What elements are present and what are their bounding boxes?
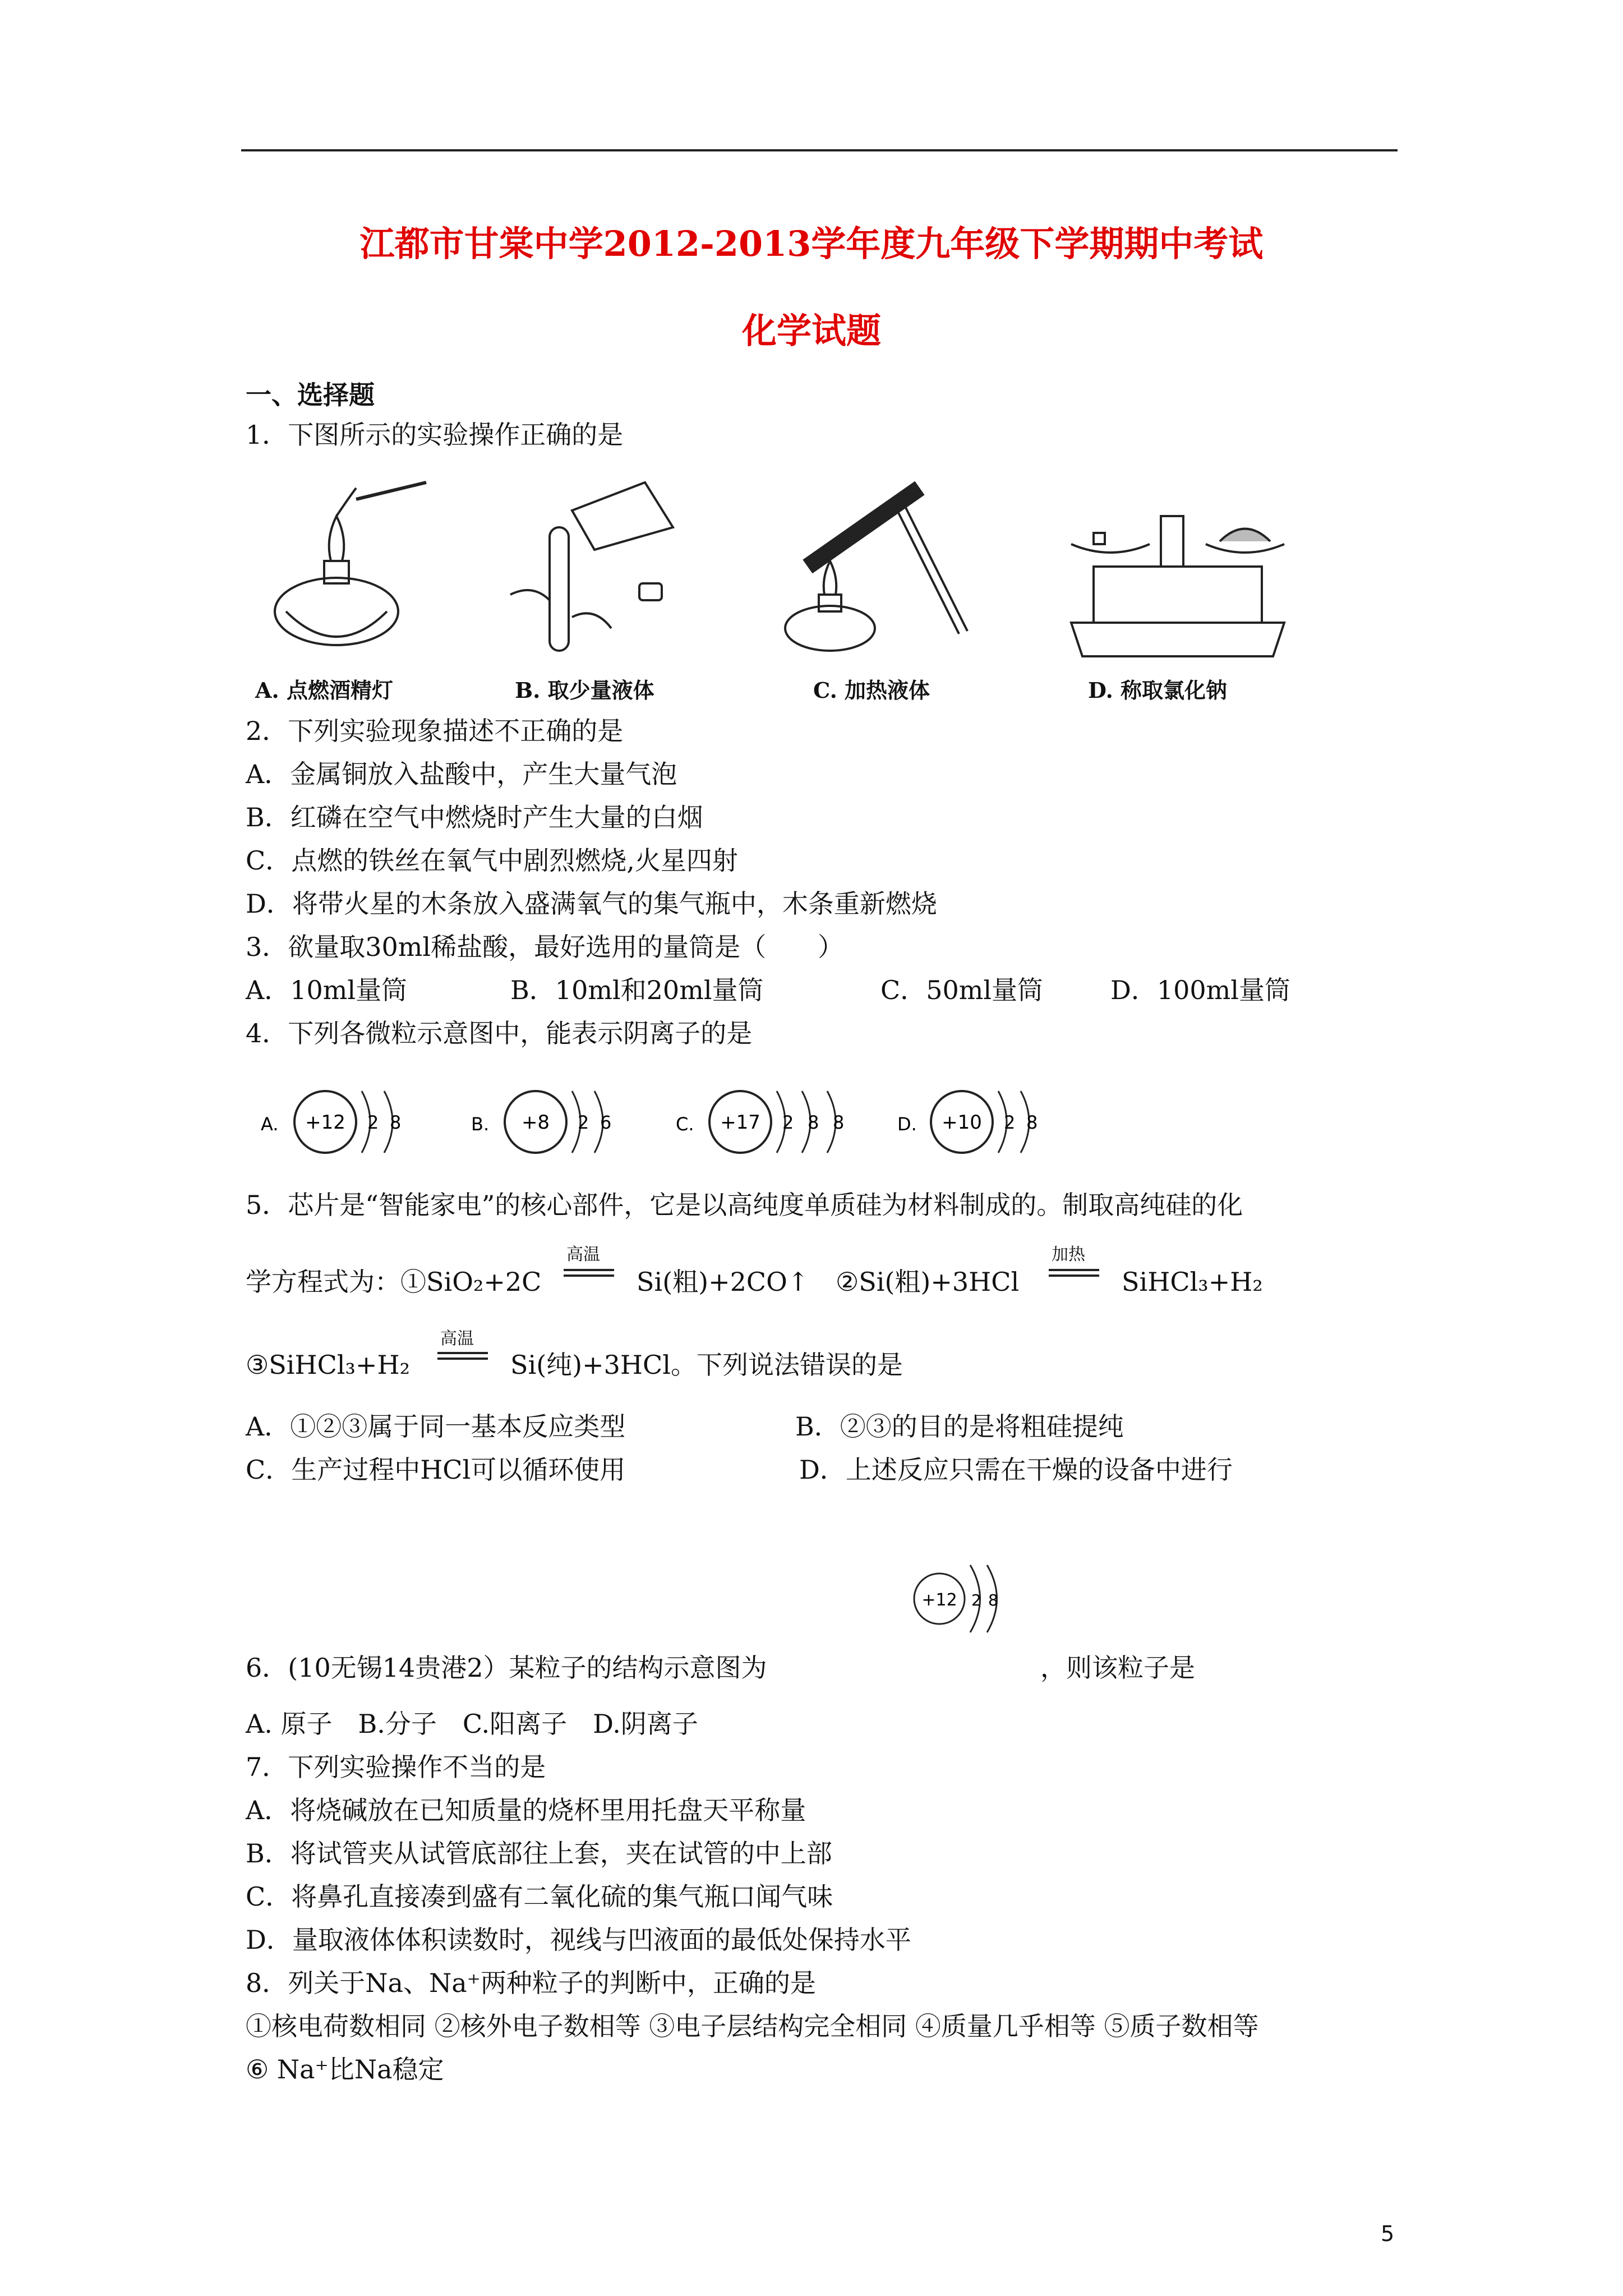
q4-atom-c: [670, 1077, 872, 1167]
balance-weighing-illustration: [1060, 482, 1295, 662]
svg-text:6: 6: [600, 1112, 612, 1133]
q2-option-a: A．金属铜放入盐酸中，产生大量气泡: [246, 759, 677, 789]
q6-options: A. 原子 B.分子 C.阳离子 D.阴离子: [246, 1709, 698, 1739]
q5-eq-bar-2b: [1049, 1274, 1099, 1277]
svg-text:8: 8: [390, 1112, 402, 1133]
q5-eq2-lhs: ②Si(粗)+3HCl: [836, 1267, 1020, 1297]
q4-stem: 4．下列各微粒示意图中，能表示阴离子的是: [246, 1018, 753, 1048]
q8-stem: 8．列关于Na、Na⁺两种粒子的判断中，正确的是: [246, 1968, 816, 1998]
svg-text:8: 8: [988, 1591, 998, 1609]
q5-option-a: A．①②③属于同一基本反应类型: [246, 1411, 626, 1442]
svg-text:C.: C.: [676, 1114, 694, 1135]
q5-eq2-rhs: SiHCl₃+H₂: [1122, 1267, 1263, 1297]
q7-stem: 7．下列实验操作不当的是: [246, 1752, 546, 1782]
q5-eq-bar-1b: [564, 1274, 614, 1277]
q5-eq-bar-2a: [1049, 1269, 1099, 1271]
svg-text:2: 2: [782, 1112, 794, 1133]
q5-stem: 5．芯片是“智能家电”的核心部件，它是以高纯度单质硅为材料制成的。制取高纯硅的化: [246, 1190, 1243, 1220]
alcohol-lamp-lighting-illustration: [264, 477, 432, 656]
q3-stem: 3．欲量取30ml稀盐酸，最好选用的量筒是（ ）: [246, 932, 844, 962]
q1-caption-c: C. 加热液体: [813, 678, 930, 703]
q5-cond-high-2: 高温: [440, 1329, 474, 1349]
svg-text:B.: B.: [471, 1114, 490, 1135]
q2-option-d: D．将带火星的木条放入盛满氧气的集气瓶中，木条重新燃烧: [246, 889, 937, 919]
q7-option-d: D．量取液体体积读数时，视线与凹液面的最低处保持水平: [246, 1925, 911, 1955]
q6-ion-diagram: [909, 1554, 1032, 1638]
svg-text:2: 2: [971, 1591, 981, 1609]
q1-caption-d: D. 称取氯化钠: [1088, 678, 1228, 703]
q5-eq1-rhs: Si(粗)+2CO↑: [637, 1267, 809, 1297]
q5-option-b: B．②③的目的是将粗硅提纯: [795, 1411, 1124, 1442]
svg-text:A.: A.: [261, 1114, 279, 1135]
svg-text:2: 2: [367, 1112, 379, 1133]
q5-eq-bar-1a: [564, 1269, 614, 1271]
q2-option-c: C．点燃的铁丝在氧气中剧烈燃烧,火星四射: [246, 845, 738, 876]
q3-option-a: A．10ml量筒: [246, 975, 408, 1005]
pouring-liquid-illustration: [488, 471, 712, 662]
section-heading: 一、选择题: [246, 380, 375, 410]
q7-option-a: A．将烧碱放在已知质量的烧杯里用托盘天平称量: [246, 1795, 806, 1825]
page-number: 5: [1381, 2221, 1395, 2246]
q3-option-b: B．10ml和20ml量筒: [510, 975, 764, 1005]
q6-stem-end: ，则该粒子是: [1040, 1653, 1195, 1683]
q5-eq3-lhs: ③SiHCl₃+H₂: [246, 1350, 411, 1380]
q2-stem: 2．下列实验现象描述不正确的是: [246, 716, 624, 746]
q5-eq3-rhs: Si(纯)+3HCl。下列说法错误的是: [510, 1350, 903, 1380]
svg-text:8: 8: [808, 1112, 819, 1133]
svg-text:+8: +8: [521, 1111, 550, 1134]
exam-subtitle: 化学试题: [741, 310, 881, 351]
q1-caption-a: A. 点燃酒精灯: [255, 678, 393, 703]
svg-text:+12: +12: [921, 1590, 957, 1610]
q5-eq-bar-3b: [437, 1358, 488, 1360]
header-rule: [241, 149, 1398, 151]
q1-caption-b: B. 取少量液体: [515, 678, 654, 703]
svg-text:+10: +10: [942, 1111, 982, 1134]
svg-text:8: 8: [833, 1112, 845, 1133]
svg-text:+17: +17: [720, 1111, 760, 1134]
q4-atom-b: [465, 1077, 634, 1167]
q4-atom-d: [892, 1077, 1060, 1167]
exam-title: 江都市甘棠中学2012-2013学年度九年级下学期期中考试: [359, 223, 1264, 264]
q8-statements: ①核电荷数相同 ②核外电子数相等 ③电子层结构完全相同 ④质量几乎相等 ⑤质子数相等: [246, 2011, 1259, 2041]
svg-text:2: 2: [1004, 1112, 1016, 1133]
q5-option-d: D．上述反应只需在干燥的设备中进行: [799, 1455, 1233, 1485]
q5-option-c: C．生产过程中HCl可以循环使用: [246, 1455, 626, 1485]
q8-statement-6: ⑥ Na⁺比Na稳定: [246, 2054, 444, 2085]
heating-test-tube-illustration: [768, 477, 981, 662]
q5-cond-heat: 加热: [1052, 1245, 1085, 1264]
svg-text:8: 8: [1026, 1112, 1038, 1133]
q5-cond-high-1: 高温: [566, 1245, 600, 1264]
svg-text:+12: +12: [305, 1111, 345, 1134]
q3-option-c: C．50ml量筒: [880, 975, 1044, 1005]
svg-text:2: 2: [578, 1112, 589, 1133]
q7-option-b: B．将试管夹从试管底部往上套，夹在试管的中上部: [246, 1838, 832, 1869]
q1-stem: 1．下图所示的实验操作正确的是: [246, 420, 624, 450]
svg-text:D.: D.: [897, 1114, 917, 1135]
q5-eq-bar-3a: [437, 1352, 488, 1354]
q6-stem: 6．(10无锡14贵港2）某粒子的结构示意图为: [246, 1653, 767, 1683]
q2-option-b: B．红磷在空气中燃烧时产生大量的白烟: [246, 802, 703, 832]
q4-atom-a: [255, 1077, 423, 1167]
q7-option-c: C．将鼻孔直接凑到盛有二氧化硫的集气瓶口闻气味: [246, 1881, 833, 1912]
q5-eq-prefix: 学方程式为：①SiO₂+2C: [246, 1267, 542, 1297]
q3-option-d: D．100ml量筒: [1110, 975, 1291, 1005]
